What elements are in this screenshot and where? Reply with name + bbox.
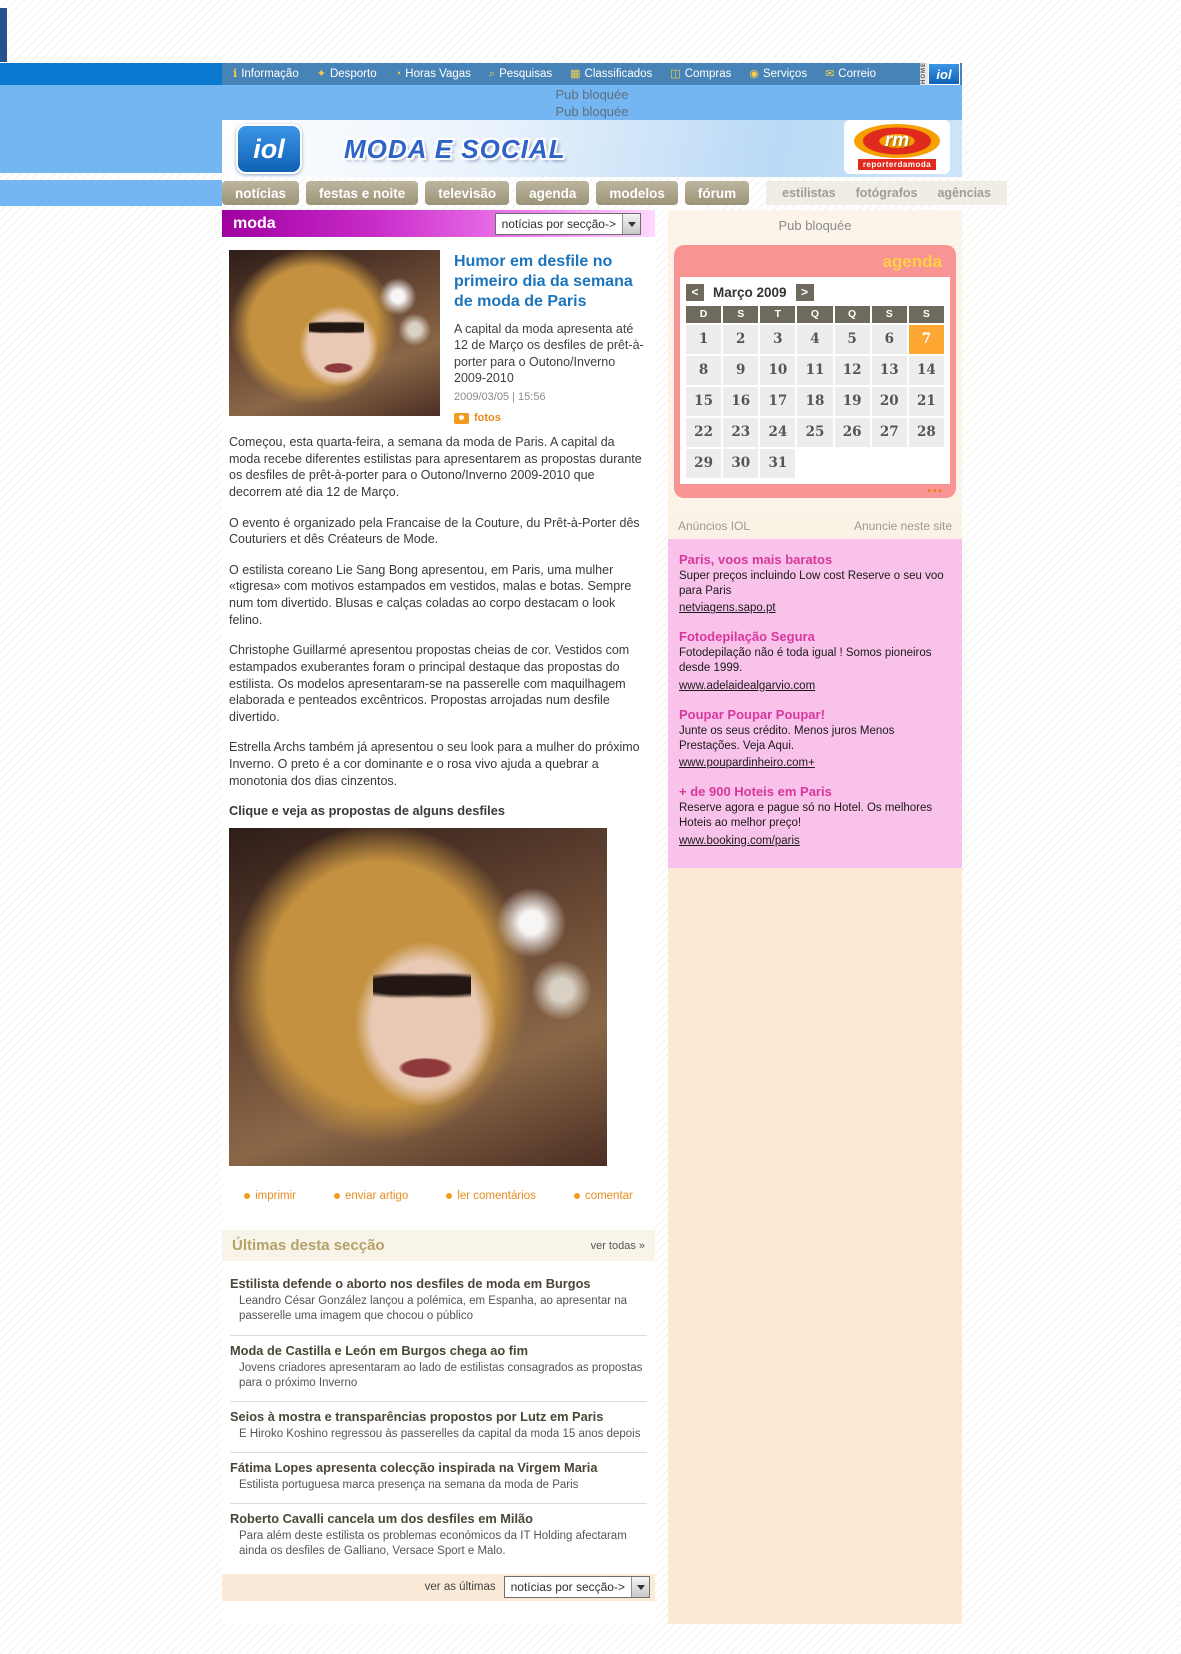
calendar-weekday-header: S [909, 306, 944, 323]
calendar-day[interactable]: 18 [797, 387, 832, 416]
photos-link-label: fotos [474, 412, 501, 424]
section-dropdown-value: notícias por secção-> [510, 1580, 625, 1595]
article-header [229, 250, 648, 424]
topbar-left-filler [0, 63, 222, 85]
calendar-day[interactable]: 21 [909, 387, 944, 416]
tab-noticias[interactable]: notícias [222, 181, 299, 205]
ad-title[interactable]: Paris, voos mais baratos [679, 552, 833, 567]
calendar-empty-cell [797, 449, 832, 478]
calendar-empty-cell [835, 449, 870, 478]
news-item [230, 1336, 647, 1402]
advertise-link[interactable]: Anuncie neste site [853, 519, 952, 533]
ad-text: Junte os seus crédito. Menos juros Menos Prestações. Veja Aqui. [679, 724, 895, 752]
calendar-day[interactable]: 3 [760, 325, 795, 354]
chevron-down-icon [637, 1585, 645, 1590]
news-item [230, 1504, 647, 1569]
calendar-day[interactable]: 23 [723, 418, 758, 447]
article-lead: A capital da moda apresenta até 12 de Março os desfiles de prêt-à-porter para o Outono/Inverno 2009-2010 [454, 322, 644, 385]
ad-text: Reserve agora e pague só no Hotel. Os melhores Hoteis ao melhor preço! [679, 802, 933, 830]
ad-link[interactable]: www.booking.com/paris [679, 834, 800, 847]
site-masthead [222, 120, 962, 177]
portal-nav [222, 63, 962, 85]
news-item [230, 1402, 647, 1453]
latest-news-list [222, 1261, 655, 1569]
ad-text: Super preços incluindo Low cost Reserve o seu voo para Paris [679, 570, 944, 597]
search-icon [489, 69, 495, 80]
topnav-item-correio[interactable] [816, 68, 885, 80]
reporterdamoda-logo[interactable] [844, 120, 950, 174]
topnav-label: Pesquisas [499, 68, 553, 80]
latest-section-header [222, 1230, 655, 1261]
shopping-icon [670, 69, 680, 80]
news-item-title[interactable]: Seios à mostra e transparências propostos por Lutz em Paris [230, 1408, 604, 1424]
left-edge-accent-bar [0, 8, 7, 62]
calendar-day[interactable]: 12 [835, 356, 870, 385]
classifieds-icon [570, 69, 580, 80]
bullet-icon [574, 1193, 580, 1199]
blocked-ad-band [0, 85, 962, 120]
left-margin-block [0, 180, 222, 206]
tab-fotografos[interactable]: fotógrafos [855, 186, 918, 200]
camera-icon [454, 413, 469, 424]
calendar-prev-button[interactable]: < [686, 284, 704, 301]
topnav-item-compras[interactable] [661, 68, 740, 80]
calendar-day[interactable]: 6 [872, 325, 907, 354]
calendar-panel [680, 277, 950, 484]
calendar-day[interactable]: 5 [835, 325, 870, 354]
news-item-subtitle: Estilista portuguesa marca presença na semana da moda de Paris [239, 1479, 579, 1492]
calendar-day[interactable]: 17 [760, 387, 795, 416]
moda-section-bar [222, 210, 655, 237]
section-dropdown[interactable] [495, 213, 641, 235]
section-dropdown-value: notícias por secção-> [501, 217, 616, 231]
sidebar-top [668, 210, 962, 514]
print-button[interactable] [244, 1190, 296, 1202]
calendar-weekday-header: Q [835, 306, 870, 323]
calendar-day[interactable]: 26 [835, 418, 870, 447]
calendar-day[interactable]: 9 [723, 356, 758, 385]
text-ad [679, 784, 951, 848]
topnav-item-servicos[interactable] [740, 68, 816, 80]
dropdown-button[interactable] [622, 214, 640, 234]
news-item-title[interactable]: Moda de Castilla e León em Burgos chega ao fim [230, 1342, 528, 1358]
comment-button[interactable] [574, 1190, 633, 1202]
rm-oval-icon: rm [854, 124, 940, 158]
blocked-ad-label: Pub bloquée [555, 104, 629, 119]
calendar-next-button[interactable]: > [796, 284, 814, 301]
action-label: imprimir [255, 1190, 297, 1203]
section-title: MODA E SOCIAL [344, 134, 566, 164]
calendar-weekday-header: S [872, 306, 907, 323]
calendar-day[interactable]: 24 [760, 418, 795, 447]
ad-title[interactable]: Poupar Poupar Poupar! [679, 706, 825, 722]
see-all-link[interactable]: ver todas » [590, 1239, 645, 1252]
calendar-empty-cell [872, 449, 907, 478]
iol-logo[interactable]: iol [236, 124, 302, 174]
see-latest-label[interactable]: ver as últimas [424, 1581, 496, 1594]
blocked-ad-label: Pub bloquée [778, 218, 852, 233]
ad-link[interactable]: www.adelaidealgarvio.com [679, 679, 816, 692]
tab-televisao[interactable]: televisão [425, 181, 509, 205]
iol-mini-logo: iol [928, 63, 960, 85]
calendar-day[interactable]: 10 [760, 356, 795, 385]
info-icon [233, 69, 237, 80]
topnav-item-horas-vagas[interactable] [386, 68, 480, 80]
topnav-label: Compras [684, 68, 732, 80]
ad-title[interactable]: Fotodepilação Segura [679, 629, 815, 645]
ads-header-left: Anúncios IOL [678, 519, 751, 533]
main-content [222, 210, 962, 1624]
calendar-day[interactable]: 16 [723, 387, 758, 416]
topnav-label: Classificados [584, 68, 653, 80]
tab-agenda[interactable]: agenda [516, 181, 589, 205]
calendar-empty-cell [909, 449, 944, 478]
ad-link[interactable]: www.poupardinheiro.com+ [679, 757, 815, 770]
photos-link[interactable] [454, 412, 648, 424]
latest-section-title: Últimas desta secção [232, 1237, 385, 1255]
agenda-widget-title: agenda [882, 252, 942, 271]
topnav-label: Desporto [329, 68, 377, 80]
calendar-month-nav [686, 284, 944, 301]
article-body [229, 434, 648, 789]
action-label: comentar [584, 1190, 633, 1203]
calendar-day[interactable]: 8 [686, 356, 721, 385]
action-label: enviar artigo [345, 1190, 409, 1203]
calendar-weekday-header: S [723, 306, 758, 323]
news-item-subtitle: Jovens criadores apresentaram ao lado de estilistas consagrados as propostas para o próximo Inverno [239, 1361, 643, 1389]
tab-festas-e-noite[interactable]: festas e noite [306, 181, 418, 205]
clock-icon [395, 69, 402, 80]
action-label: ler comentários [457, 1190, 536, 1203]
article-date: 2009/03/05 | 15:56 [454, 391, 546, 403]
calendar-month-label: Março 2009 [713, 285, 787, 300]
calendar-day[interactable]: 29 [686, 449, 721, 478]
news-item-title[interactable]: Estilista defende o aborto nos desfiles de moda em Burgos [230, 1276, 591, 1292]
calendar-day[interactable]: 15 [686, 387, 721, 416]
calendar-day[interactable]: 4 [797, 325, 832, 354]
blocked-ad-label: Pub bloquée [555, 87, 629, 102]
tab-forum[interactable]: fórum [685, 181, 749, 205]
calendar-weekday-header: D [686, 306, 721, 323]
text-ad [679, 707, 951, 771]
ads-header-row [668, 514, 962, 539]
calendar-day[interactable]: 31 [760, 449, 795, 478]
sports-icon [317, 69, 326, 80]
topnav-label: Horas Vagas [405, 68, 471, 80]
topnav-item-pesquisas[interactable] [480, 68, 561, 80]
home-vertical-label: HOME [921, 62, 927, 84]
calendar-day[interactable]: 22 [686, 418, 721, 447]
topnav-label: Serviços [762, 68, 808, 80]
calendar-day-grid [686, 325, 944, 478]
text-ads-box [668, 539, 962, 868]
calendar-day[interactable]: 13 [872, 356, 907, 385]
read-comments-button[interactable] [446, 1190, 536, 1202]
calendar-day[interactable]: 27 [872, 418, 907, 447]
ad-link[interactable]: netviagens.sapo.pt [679, 602, 776, 615]
left-margin-block [0, 120, 222, 173]
news-item-subtitle: Para além deste estilista os problemas económicos da IT Holding afectaram ainda os desfiles de Galliano, Versace Sport e Malo. [239, 1530, 627, 1558]
news-item-title[interactable]: Roberto Cavalli cancela um dos desfiles em Milão [230, 1511, 533, 1527]
calendar-day[interactable]: 14 [909, 356, 944, 385]
calendar-day[interactable]: 20 [872, 387, 907, 416]
top-navigation-bar [0, 63, 962, 85]
calendar-day[interactable]: 28 [909, 418, 944, 447]
rm-brand-name: reporterdamoda [858, 159, 936, 170]
article-thumbnail-photo[interactable] [229, 250, 440, 416]
article-column [222, 210, 655, 1624]
article-main-photo[interactable] [229, 828, 607, 1166]
article-paragraph: Começou, esta quarta-feira, a semana da moda de Paris. A capital da moda recebe diferentes estilistas para apresentarem as propostas durante os desfiles de prêt-à-porter para o Outono/Inverno 2009-2010 que decorrem até dia 12 de Março. [229, 435, 642, 499]
article-actions [229, 1190, 648, 1202]
iol-home-button[interactable] [920, 63, 960, 85]
article-paragraph: O evento é organizado pela Francaise de la Couture, du Prêt-à-Porter dês Couturiers et dês Créateurs de Mode. [229, 515, 640, 547]
tab-modelos[interactable]: modelos [596, 181, 678, 205]
news-item-title[interactable]: Fátima Lopes apresenta colecção inspirada na Virgem Maria [230, 1460, 598, 1476]
section-tabs [222, 179, 991, 207]
sidebar-empty-block [668, 868, 962, 1624]
topnav-label: Correio [838, 68, 877, 80]
calendar-weekday-header: T [760, 306, 795, 323]
send-article-button[interactable] [334, 1190, 408, 1202]
agenda-calendar-widget [674, 245, 956, 498]
article-paragraph: Estrella Archs também já apresentou o seu look para a mulher do próximo Inverno. O preto é a cor dominante e o rosa vivo ajuda a quebrar a monotonia dos dias cinzentos. [229, 740, 640, 788]
services-icon [749, 69, 759, 80]
bullet-icon [334, 1193, 340, 1199]
calendar-weekday-header: Q [797, 306, 832, 323]
calendar-day[interactable]: 2 [723, 325, 758, 354]
ad-text: Fotodepilação não é toda igual ! Somos pioneiros desde 1999. [679, 647, 932, 675]
secondary-tabs-panel [766, 181, 1007, 205]
calendar-more-dots[interactable]: ••• [927, 486, 944, 497]
text-ad [679, 629, 951, 693]
mail-icon [825, 69, 834, 80]
news-item [230, 1453, 647, 1504]
bullet-icon [446, 1193, 452, 1199]
article-title: Humor em desfile no primeiro dia da semana de moda de Paris [454, 253, 633, 310]
moda-section-label: moda [233, 214, 276, 232]
calendar-day[interactable]: 30 [723, 449, 758, 478]
calendar-day[interactable]: 7 [909, 325, 944, 354]
ad-title[interactable]: + de 900 Hoteis em Paris [679, 784, 832, 800]
tab-agencias[interactable]: agências [937, 186, 991, 200]
dropdown-button[interactable] [631, 1577, 649, 1597]
sidebar [668, 210, 962, 1624]
calendar-day[interactable]: 1 [686, 325, 721, 354]
article-paragraph: O estilista coreano Lie Sang Bong apresentou, em Paris, uma mulher «tigresa» com motivos estampados em vestidos, malas e botas. Sempre num tom divertido. Blusas e calças coladas ao corpo destacam o look felino. [229, 562, 632, 627]
topnav-item-informacao[interactable] [224, 68, 308, 80]
topnav-item-desporto[interactable] [308, 68, 386, 80]
news-item-subtitle: Leandro César González lançou a polémica, em Espanha, ao apresentar na passerelle uma imagem que chocou o público [239, 1295, 628, 1323]
section-dropdown-bottom[interactable] [504, 1576, 650, 1598]
article-cta: Clique e veja as propostas de alguns desfiles [229, 803, 505, 819]
news-item-subtitle: E Hiroko Koshino regressou às passerelles da capital da moda 15 anos depois [239, 1427, 641, 1440]
calendar-grid [686, 306, 944, 323]
article-paragraph: Christophe Guillarmé apresentou propostas cheias de cor. Vestidos com estampados exuberantes foram o principal destaque das propostas do estilista. Os modelos apresentaram-se na passerelle com maquilhagem elaborada e penteados excêntricos. Propostas arrojadas num desfile divertido. [229, 643, 630, 724]
bullet-icon [244, 1193, 250, 1199]
tab-estilistas[interactable]: estilistas [782, 186, 836, 200]
chevron-down-icon [628, 222, 636, 227]
calendar-day[interactable]: 19 [835, 387, 870, 416]
latest-section-footer [222, 1574, 655, 1601]
text-ad [679, 552, 951, 616]
topnav-label: Informação [241, 68, 299, 80]
calendar-day[interactable]: 11 [797, 356, 832, 385]
topnav-item-classificados[interactable] [561, 68, 661, 80]
calendar-day[interactable]: 25 [797, 418, 832, 447]
news-item [230, 1269, 647, 1335]
